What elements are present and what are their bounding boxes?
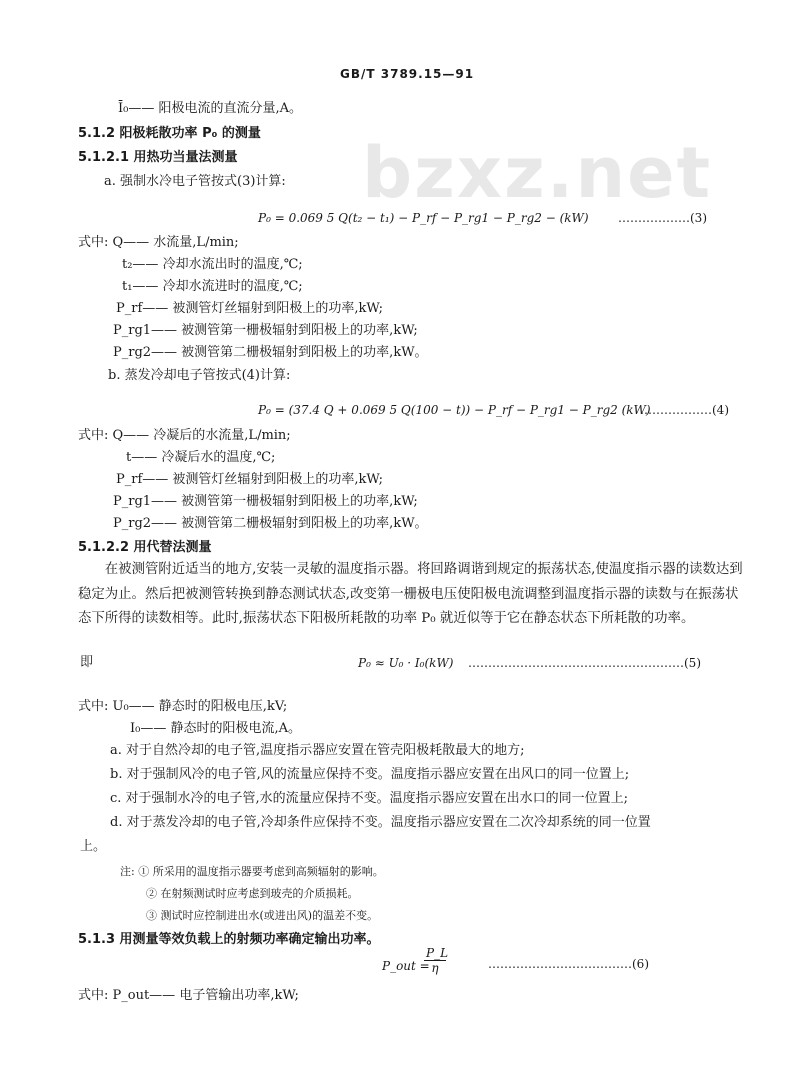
- section-heading: 5.1.2.2 用代替法测量: [78, 540, 212, 555]
- equation-6-fraction: [424, 946, 449, 975]
- text-line: P_rg2—— 被测管第二栅极辐射到阳极上的功率,kW。: [113, 345, 428, 360]
- text-line: P_rf—— 被测管灯丝辐射到阳极上的功率,kW;: [116, 472, 384, 487]
- text-line: P_rg1—— 被测管第一栅极辐射到阳极上的功率,kW;: [113, 323, 418, 338]
- section-heading: 5.1.2.1 用热功当量法测量: [78, 150, 238, 165]
- text-line: b. 蒸发冷却电子管按式(4)计算:: [108, 368, 291, 383]
- text-line: P_rg2—— 被测管第二栅极辐射到阳极上的功率,kW。: [113, 516, 428, 531]
- text-line: 即: [80, 655, 94, 670]
- equation-4: P₀ = (37.4 Q + 0.069 5 Q(100 − t)) − P_rf − P_rg1 − P_rg2 (kW): [258, 403, 651, 417]
- text-line: b. 对于强制风冷的电子管,风的流量应保持不变。温度指示器应安置在出风口的同一位置上;: [110, 767, 630, 782]
- text-line: d. 对于蒸发冷却的电子管,冷却条件应保持不变。温度指示器应安置在二次冷却系统的同一位置: [110, 815, 651, 830]
- note-line: ② 在射频测试时应考虑到玻壳的介质损耗。: [146, 887, 359, 900]
- note-line: 注: ① 所采用的温度指示器要考虑到高频辐射的影响。: [120, 865, 384, 878]
- note-line: ③ 测试时应控制进出水(或进出风)的温差不变。: [146, 909, 379, 922]
- watermark: bzxz.net: [362, 132, 713, 214]
- text-line: 式中: Q—— 水流量,L/min;: [78, 235, 239, 250]
- text-line: a. 对于自然冷却的电子管,温度指示器应安置在管壳阳极耗散最大的地方;: [110, 743, 525, 758]
- text-line: Ī₀—— 阳极电流的直流分量,A。: [118, 101, 302, 116]
- text-line: I₀—— 静态时的阳极电流,A。: [130, 721, 301, 736]
- text-line: t₂—— 冷却水流出时的温度,℃;: [122, 257, 303, 272]
- text-line: t—— 冷凝后水的温度,℃;: [126, 450, 276, 465]
- text-line: 上。: [80, 839, 107, 854]
- text-line: t₁—— 冷却水流进时的温度,℃;: [122, 279, 303, 294]
- equation-5: P₀ ≈ U₀ · I₀(kW): [358, 656, 454, 670]
- fraction-denominator: η: [431, 961, 439, 975]
- equation-number: ………………(4): [640, 403, 729, 417]
- equation-number: ………………(3): [618, 211, 707, 225]
- section-heading: 5.1.3 用测量等效负载上的射频功率确定输出功率。: [78, 932, 380, 947]
- section-heading: 5.1.2 阳极耗散功率 P₀ 的测量: [78, 126, 261, 141]
- body-paragraph: 在被测管附近适当的地方,安装一灵敏的温度指示器。将回路调谐到规定的振荡状态,使温度指示器的读数达到稳定为止。然后把被测管转换到静态测试状态,改变第一栅极电压使阳极电流调整到温度指示器的读数与在振荡状态下所得的读数相等。此时,振荡状态下阳极所耗散的功率 P₀ 就近似等于它在静态状态下所耗散的功率。: [78, 562, 743, 626]
- equation-6-lhs: P_out =: [382, 959, 430, 973]
- fraction-numerator: P_L: [426, 946, 449, 960]
- equation-number: ………………………………………………(5): [468, 656, 701, 670]
- text-line: P_rf—— 被测管灯丝辐射到阳极上的功率,kW;: [116, 301, 384, 316]
- text-line: P_rg1—— 被测管第一栅极辐射到阳极上的功率,kW;: [113, 494, 418, 509]
- text-line: 式中: Q—— 冷凝后的水流量,L/min;: [78, 428, 291, 443]
- equation-number: ………………………………(6): [488, 957, 649, 971]
- text-line: 式中: U₀—— 静态时的阳极电压,kV;: [78, 699, 288, 714]
- equation-3: P₀ = 0.069 5 Q(t₂ − t₁) − P_rf − P_rg1 − P_rg2 − (kW): [258, 211, 589, 225]
- text-line: a. 强制水冷电子管按式(3)计算:: [104, 174, 286, 189]
- page-header: GB/T 3789.15—91: [340, 67, 475, 81]
- text-line: 式中: P_out—— 电子管输出功率,kW;: [78, 988, 299, 1003]
- text-line: c. 对于强制水冷的电子管,水的流量应保持不变。温度指示器应安置在出水口的同一位置上;: [110, 791, 629, 806]
